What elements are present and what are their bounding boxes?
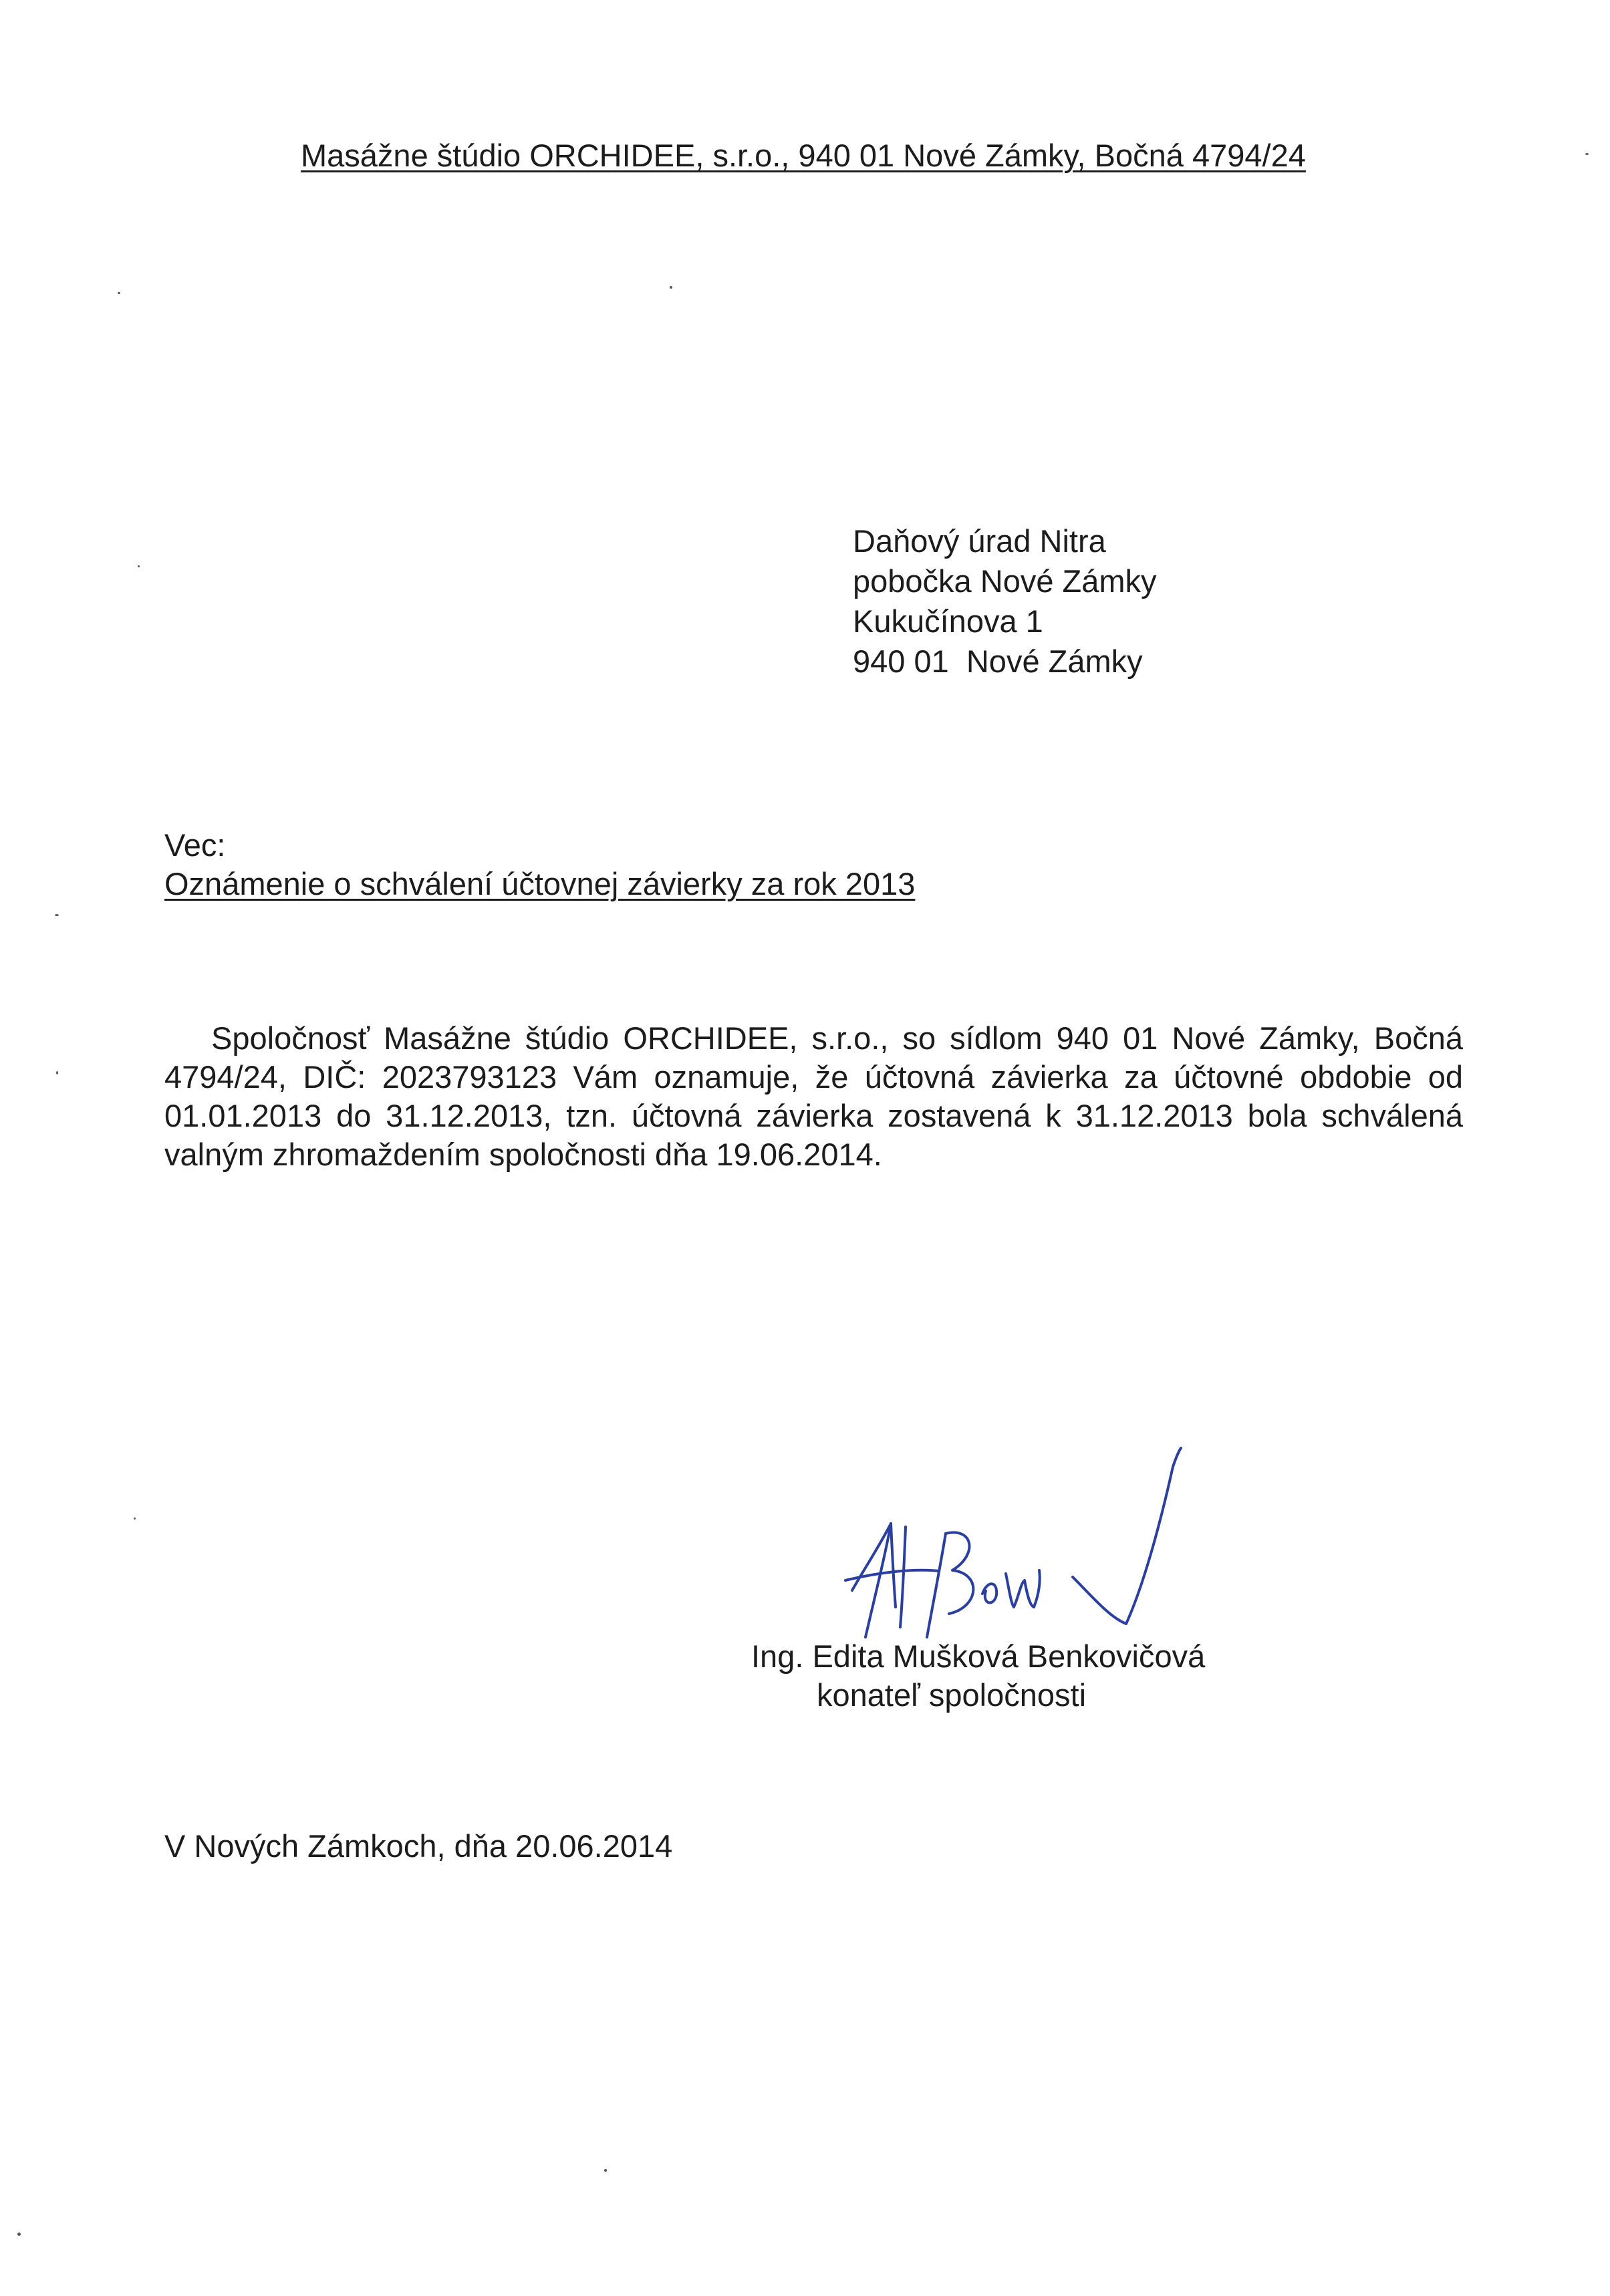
body-line-2: 4794/24, DIČ: 2023793123 Vám oznamuje, že účtovná závierka za účtovné obdobie od (164, 1059, 1463, 1095)
scan-speck (604, 2169, 607, 2172)
scan-speck (670, 286, 672, 289)
scan-speck (134, 1518, 136, 1520)
sender-header: Masážne štúdio ORCHIDEE, s.r.o., 940 01 Nové Zámky, Bočná 4794/24 (301, 138, 1306, 173)
recipient-line-office: Daňový úrad Nitra (853, 523, 1106, 559)
place-and-date: V Nových Zámkoch, dňa 20.06.2014 (164, 1828, 673, 1864)
recipient-line-branch: pobočka Nové Zámky (853, 563, 1157, 599)
body-line-1: Spoločnosť Masážne štúdio ORCHIDEE, s.r.o., so sídlom 940 01 Nové Zámky, Bočná (211, 1020, 1463, 1056)
body-paragraph (164, 1019, 1463, 1174)
scan-speck (1585, 153, 1589, 155)
recipient-line-city: 940 01 Nové Zámky (853, 643, 1143, 679)
scan-speck (17, 2233, 21, 2236)
body-line-3: 01.01.2013 do 31.12.2013, tzn. účtovná závierka zostavená k 31.12.2013 bola schválená (164, 1098, 1463, 1133)
recipient-line-street: Kukučínova 1 (853, 603, 1043, 639)
scan-speck (55, 914, 59, 916)
subject-label: Vec: (164, 827, 226, 863)
scan-speck (56, 1071, 58, 1074)
signer-role: konateľ spoločnosti (817, 1677, 1087, 1713)
handwritten-signature-icon (839, 1447, 1186, 1647)
signer-name: Ing. Edita Mušková Benkovičová (751, 1638, 1206, 1674)
scan-speck (118, 292, 120, 294)
recipient-address (853, 521, 1157, 682)
body-line-4: valným zhromaždením spoločnosti dňa 19.06.2014. (164, 1137, 882, 1172)
subject-text: Oznámenie o schválení účtovnej závierky za rok 2013 (164, 866, 916, 901)
scan-speck (138, 565, 140, 567)
